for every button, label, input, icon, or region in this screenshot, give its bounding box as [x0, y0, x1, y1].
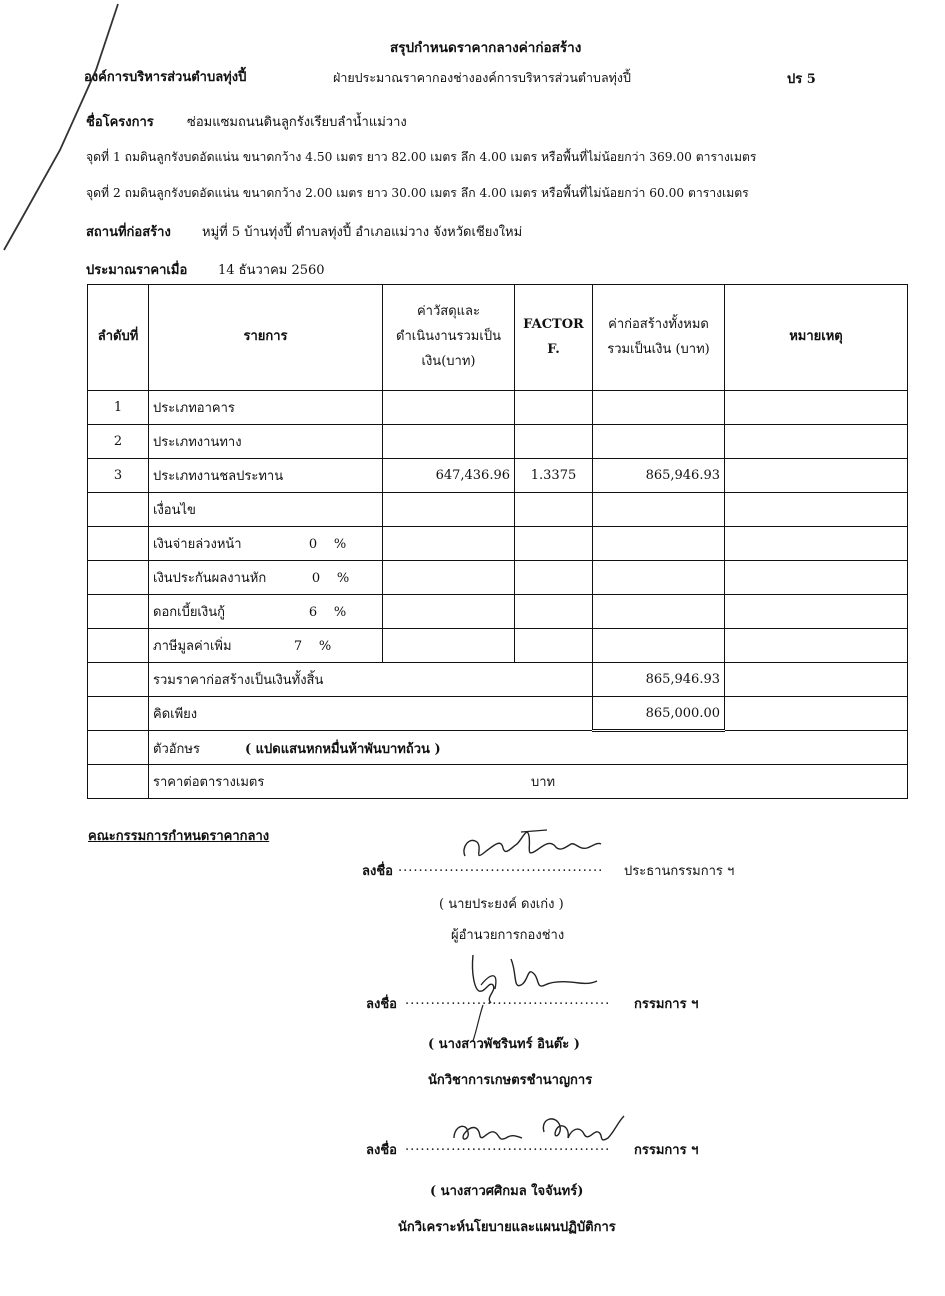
interest-row	[88, 595, 908, 629]
vat-unit: %	[318, 639, 332, 654]
member-3-role: กรรมการ ฯ	[634, 1143, 699, 1158]
estimate-label: ประมาณราคาเมื่อ	[86, 263, 188, 278]
signature-2	[455, 945, 605, 1045]
advance-value: 0	[308, 537, 318, 552]
condition-row	[88, 493, 908, 527]
retention-row	[88, 561, 908, 595]
header-total-line-1: ค่าก่อสร้างทั้งหมด	[608, 316, 709, 332]
vat-value: 7	[293, 639, 303, 654]
header-total-line-2: รวมเป็นเงิน (บาท)	[607, 341, 710, 357]
header-material-line-1: ค่าวัสดุและ	[416, 304, 480, 320]
per-sqm-label: ราคาต่อตารางเมตร	[153, 775, 265, 790]
interest-cell	[149, 595, 383, 629]
department-name: ฝ่ายประมาณราคากองช่างองค์การบริหารส่วนตำบลทุ่งปี้	[333, 70, 631, 85]
retention-value: 0	[311, 571, 321, 586]
vat-cell	[149, 629, 383, 663]
advance-label: เงินจ่ายล่วงหน้า	[153, 537, 242, 552]
vat-row	[88, 629, 908, 663]
row-total	[593, 425, 725, 459]
sign-dots-3: ........................................	[405, 1139, 611, 1154]
vat-label: ภาษีมูลค่าเพิ่ม	[153, 639, 232, 654]
retention-unit: %	[336, 571, 350, 586]
words-value: ( แปดแสนหกหมื่นห้าพันบาทถ้วน )	[245, 741, 441, 757]
project-name: ซ่อมแซมถนนดินลูกรังเรียบลำน้ำแม่วาง	[187, 115, 407, 130]
rounded-row	[88, 697, 908, 731]
per-sqm-cell	[149, 765, 908, 799]
row-total: 865,946.93	[593, 459, 725, 493]
signature-3	[448, 1108, 633, 1152]
row-no: 3	[88, 459, 149, 493]
sign-dots-1: ........................................	[398, 860, 604, 875]
project-point-2: จุดที่ 2 ถมดินลูกรังบดอัดแน่น ขนาดกว้าง 2.00 เมตร ยาว 30.00 เมตร ลึก 4.00 เมตร หรือพื้นที่ไม่น้อยกว่า 60.00 ตารางเมตร	[86, 186, 749, 200]
header-remark: หมายเหตุ	[725, 285, 908, 391]
header-material	[383, 285, 515, 391]
rounded-label: คิดเพียง	[149, 697, 593, 731]
words-row	[88, 731, 908, 765]
header-factor-line-2: F.	[547, 341, 560, 357]
retention-cell	[149, 561, 383, 595]
row-total	[593, 391, 725, 425]
row-material	[383, 425, 515, 459]
member-2-role: กรรมการ ฯ	[634, 997, 699, 1012]
sign-label-1: ลงชื่อ	[362, 864, 393, 879]
row-factor: 1.3375	[515, 459, 593, 493]
interest-value: 6	[308, 605, 318, 620]
member-1-role: ประธานกรรมการ ฯ	[624, 864, 735, 879]
words-cell	[149, 731, 908, 765]
retention-label: เงินประกันผลงานหัก	[153, 571, 267, 586]
grand-total-value: 865,946.93	[593, 663, 725, 697]
interest-label: ดอกเบี้ยเงินกู้	[153, 605, 225, 620]
row-no: 2	[88, 425, 149, 459]
form-code: ปร 5	[787, 72, 816, 87]
header-material-line-3: เงิน(บาท)	[421, 353, 476, 369]
committee-title: คณะกรรมการกำหนดราคากลาง	[88, 829, 270, 844]
words-label: ตัวอักษร	[153, 741, 200, 757]
header-factor	[515, 285, 593, 391]
row-material: 647,436.96	[383, 459, 515, 493]
per-sqm-row	[88, 765, 908, 799]
row-remark	[725, 391, 908, 425]
sign-label-2: ลงชื่อ	[366, 997, 397, 1012]
member-2-name: ( นางสาวพัชรินทร์ อินต๊ะ )	[428, 1037, 580, 1052]
table-row	[88, 459, 908, 493]
rounded-value: 865,000.00	[593, 697, 725, 731]
header-total	[593, 285, 725, 391]
site-label: สถานที่ก่อสร้าง	[86, 225, 171, 240]
member-3-name: ( นางสาวศศิกมล ใจจันทร์)	[430, 1184, 584, 1199]
row-no: 1	[88, 391, 149, 425]
project-point-1: จุดที่ 1 ถมดินลูกรังบดอัดแน่น ขนาดกว้าง 4.50 เมตร ยาว 82.00 เมตร ลึก 4.00 เมตร หรือพื้นที่ไม่น้อยกว่า 369.00 ตารางเมตร	[86, 150, 757, 164]
row-remark	[725, 425, 908, 459]
table-row	[88, 391, 908, 425]
row-material	[383, 391, 515, 425]
row-factor	[515, 425, 593, 459]
header-factor-line-1: FACTOR	[523, 316, 584, 332]
member-2-position: นักวิชาการเกษตรชำนาญการ	[428, 1073, 593, 1088]
member-1-position: ผู้อำนวยการกองช่าง	[451, 928, 565, 943]
cost-summary-table	[87, 284, 908, 799]
header-item: รายการ	[149, 285, 383, 391]
table-header-row	[88, 285, 908, 391]
per-sqm-unit: บาท	[531, 775, 556, 790]
member-3-position: นักวิเคราะห์นโยบายและแผนปฏิบัติการ	[398, 1220, 616, 1235]
signature-1	[455, 818, 605, 873]
member-1-name: ( นายประยงค์ ดงเก่ง )	[439, 897, 564, 912]
row-item: ประเภทงานทาง	[149, 425, 383, 459]
site-value: หมู่ที่ 5 บ้านทุ่งปี้ ตำบลทุ่งปี้ อำเภอแม่วาง จังหวัดเชียงใหม่	[202, 225, 523, 240]
row-item: ประเภทงานชลประทาน	[149, 459, 383, 493]
row-item: ประเภทอาคาร	[149, 391, 383, 425]
table-row	[88, 425, 908, 459]
project-label: ชื่อโครงการ	[86, 115, 154, 130]
org-name: องค์การบริหารส่วนตำบลทุ่งปี้	[84, 70, 247, 85]
sign-dots-2: ........................................	[405, 993, 611, 1008]
advance-unit: %	[333, 537, 347, 552]
sign-label-3: ลงชื่อ	[366, 1143, 397, 1158]
header-no: ลำดับที่	[88, 285, 149, 391]
document-title: สรุปกำหนดราคากลางค่าก่อสร้าง	[390, 40, 582, 56]
grand-total-row	[88, 663, 908, 697]
header-material-line-2: ดำเนินงานรวมเป็น	[396, 329, 501, 345]
estimate-date: 14 ธันวาคม 2560	[218, 263, 325, 278]
advance-row	[88, 527, 908, 561]
grand-total-label: รวมราคาก่อสร้างเป็นเงินทั้งสิ้น	[149, 663, 593, 697]
interest-unit: %	[333, 605, 347, 620]
row-factor	[515, 391, 593, 425]
condition-label: เงื่อนไข	[149, 493, 383, 527]
row-remark	[725, 459, 908, 493]
advance-cell	[149, 527, 383, 561]
